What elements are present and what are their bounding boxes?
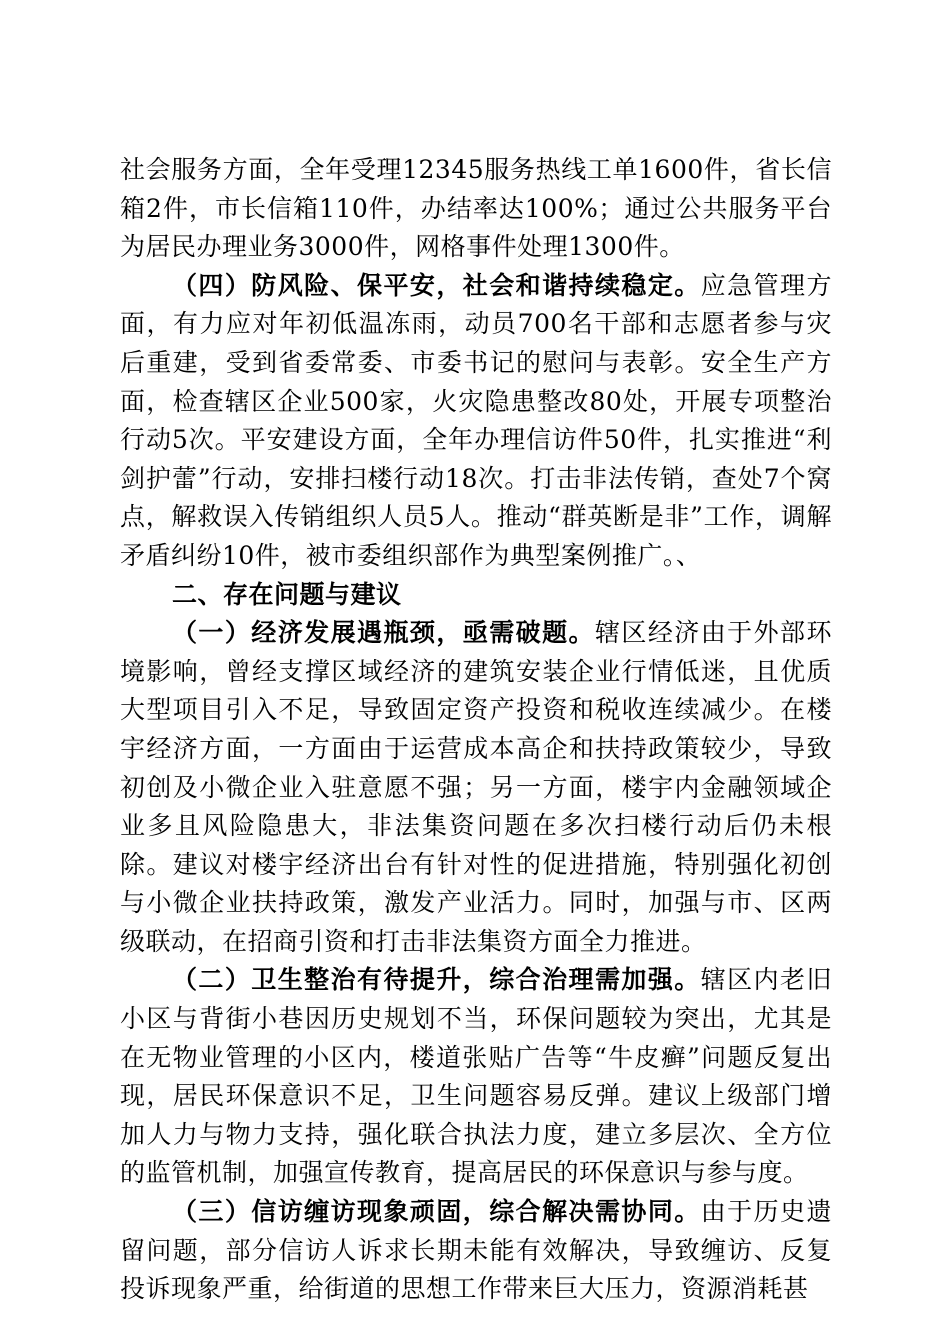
- paragraph-text: 应急管理方面，有力应对年初低温冻雨，动员700名干部和志愿者参与灾后重建，受到省委常委、市委书记的慰问与表彰。安全生产方面，检查辖区企业500家，火灾隐患整改80处，开展专项整治行动5次。平安建设方面，全年办理信访件50件，扎实推进“利剑护蕾”行动，安排扫楼行动18次。打击非法传销，查处7个窝点，解救误入传销组织人员5人。推动“群英断是非”工作，调解矛盾纠纷10件，被市委组织部作为典型案例推广。、: [120, 270, 832, 570]
- document-body: [120, 151, 832, 1309]
- paragraph-lead: （四）防风险、保平安，社会和谐持续稳定。: [172, 270, 701, 300]
- paragraph-lead: （二）卫生整治有待提升，综合治理需加强。: [172, 965, 701, 995]
- paragraph-risk-prevention: [120, 267, 832, 576]
- paragraph-issue-sanitation: [120, 961, 832, 1193]
- section-heading-problems: 二、存在问题与建议: [172, 579, 402, 609]
- paragraph-lead: （三）信访缠访现象顽固，综合解决需协同。: [172, 1197, 701, 1227]
- paragraph-text: 辖区经济由于外部环境影响，曾经支撑区域经济的建筑安装企业行情低迷，且优质大型项目引入不足，导致固定资产投资和税收连续减少。在楼宇经济方面，一方面由于运营成本高企和扶持政策较少，导致初创及小微企业入驻意愿不强；另一方面，楼宇内金融领域企业多且风险隐患大，非法集资问题在多次扫楼行动后仍未根除。建议对楼宇经济出台有针对性的促进措施，特别强化初创与小微企业扶持政策，激发产业活力。同时，加强与市、区两级联动，在招商引资和打击非法集资方面全力推进。: [120, 618, 832, 956]
- paragraph-social-services: 社会服务方面，全年受理12345服务热线工单1600件，省长信箱2件，市长信箱110件，办结率达100%；通过公共服务平台为居民办理业务3000件，网格事件处理1300件。: [120, 155, 832, 262]
- paragraph-lead: （一）经济发展遇瓶颈，亟需破题。: [172, 618, 595, 648]
- paragraph-text: 由于历史遗留问题，部分信访人诉求长期未能有效解决，导致缠访、反复投诉现象严重，给街道的思想工作带来巨大压力，资源消耗甚: [120, 1197, 832, 1304]
- paragraph-text: 辖区内老旧小区与背街小巷因历史规划不当，环保问题较为突出，尤其是在无物业管理的小区内，楼道张贴广告等“牛皮癣”问题反复出现，居民环保意识不足，卫生问题容易反弹。建议上级部门增加人力与物力支持，强化联合执法力度，建立多层次、全方位的监管机制，加强宣传教育，提高居民的环保意识与参与度。: [120, 965, 832, 1188]
- paragraph-issue-economy: [120, 614, 832, 961]
- paragraph-issue-petitions: [120, 1193, 832, 1309]
